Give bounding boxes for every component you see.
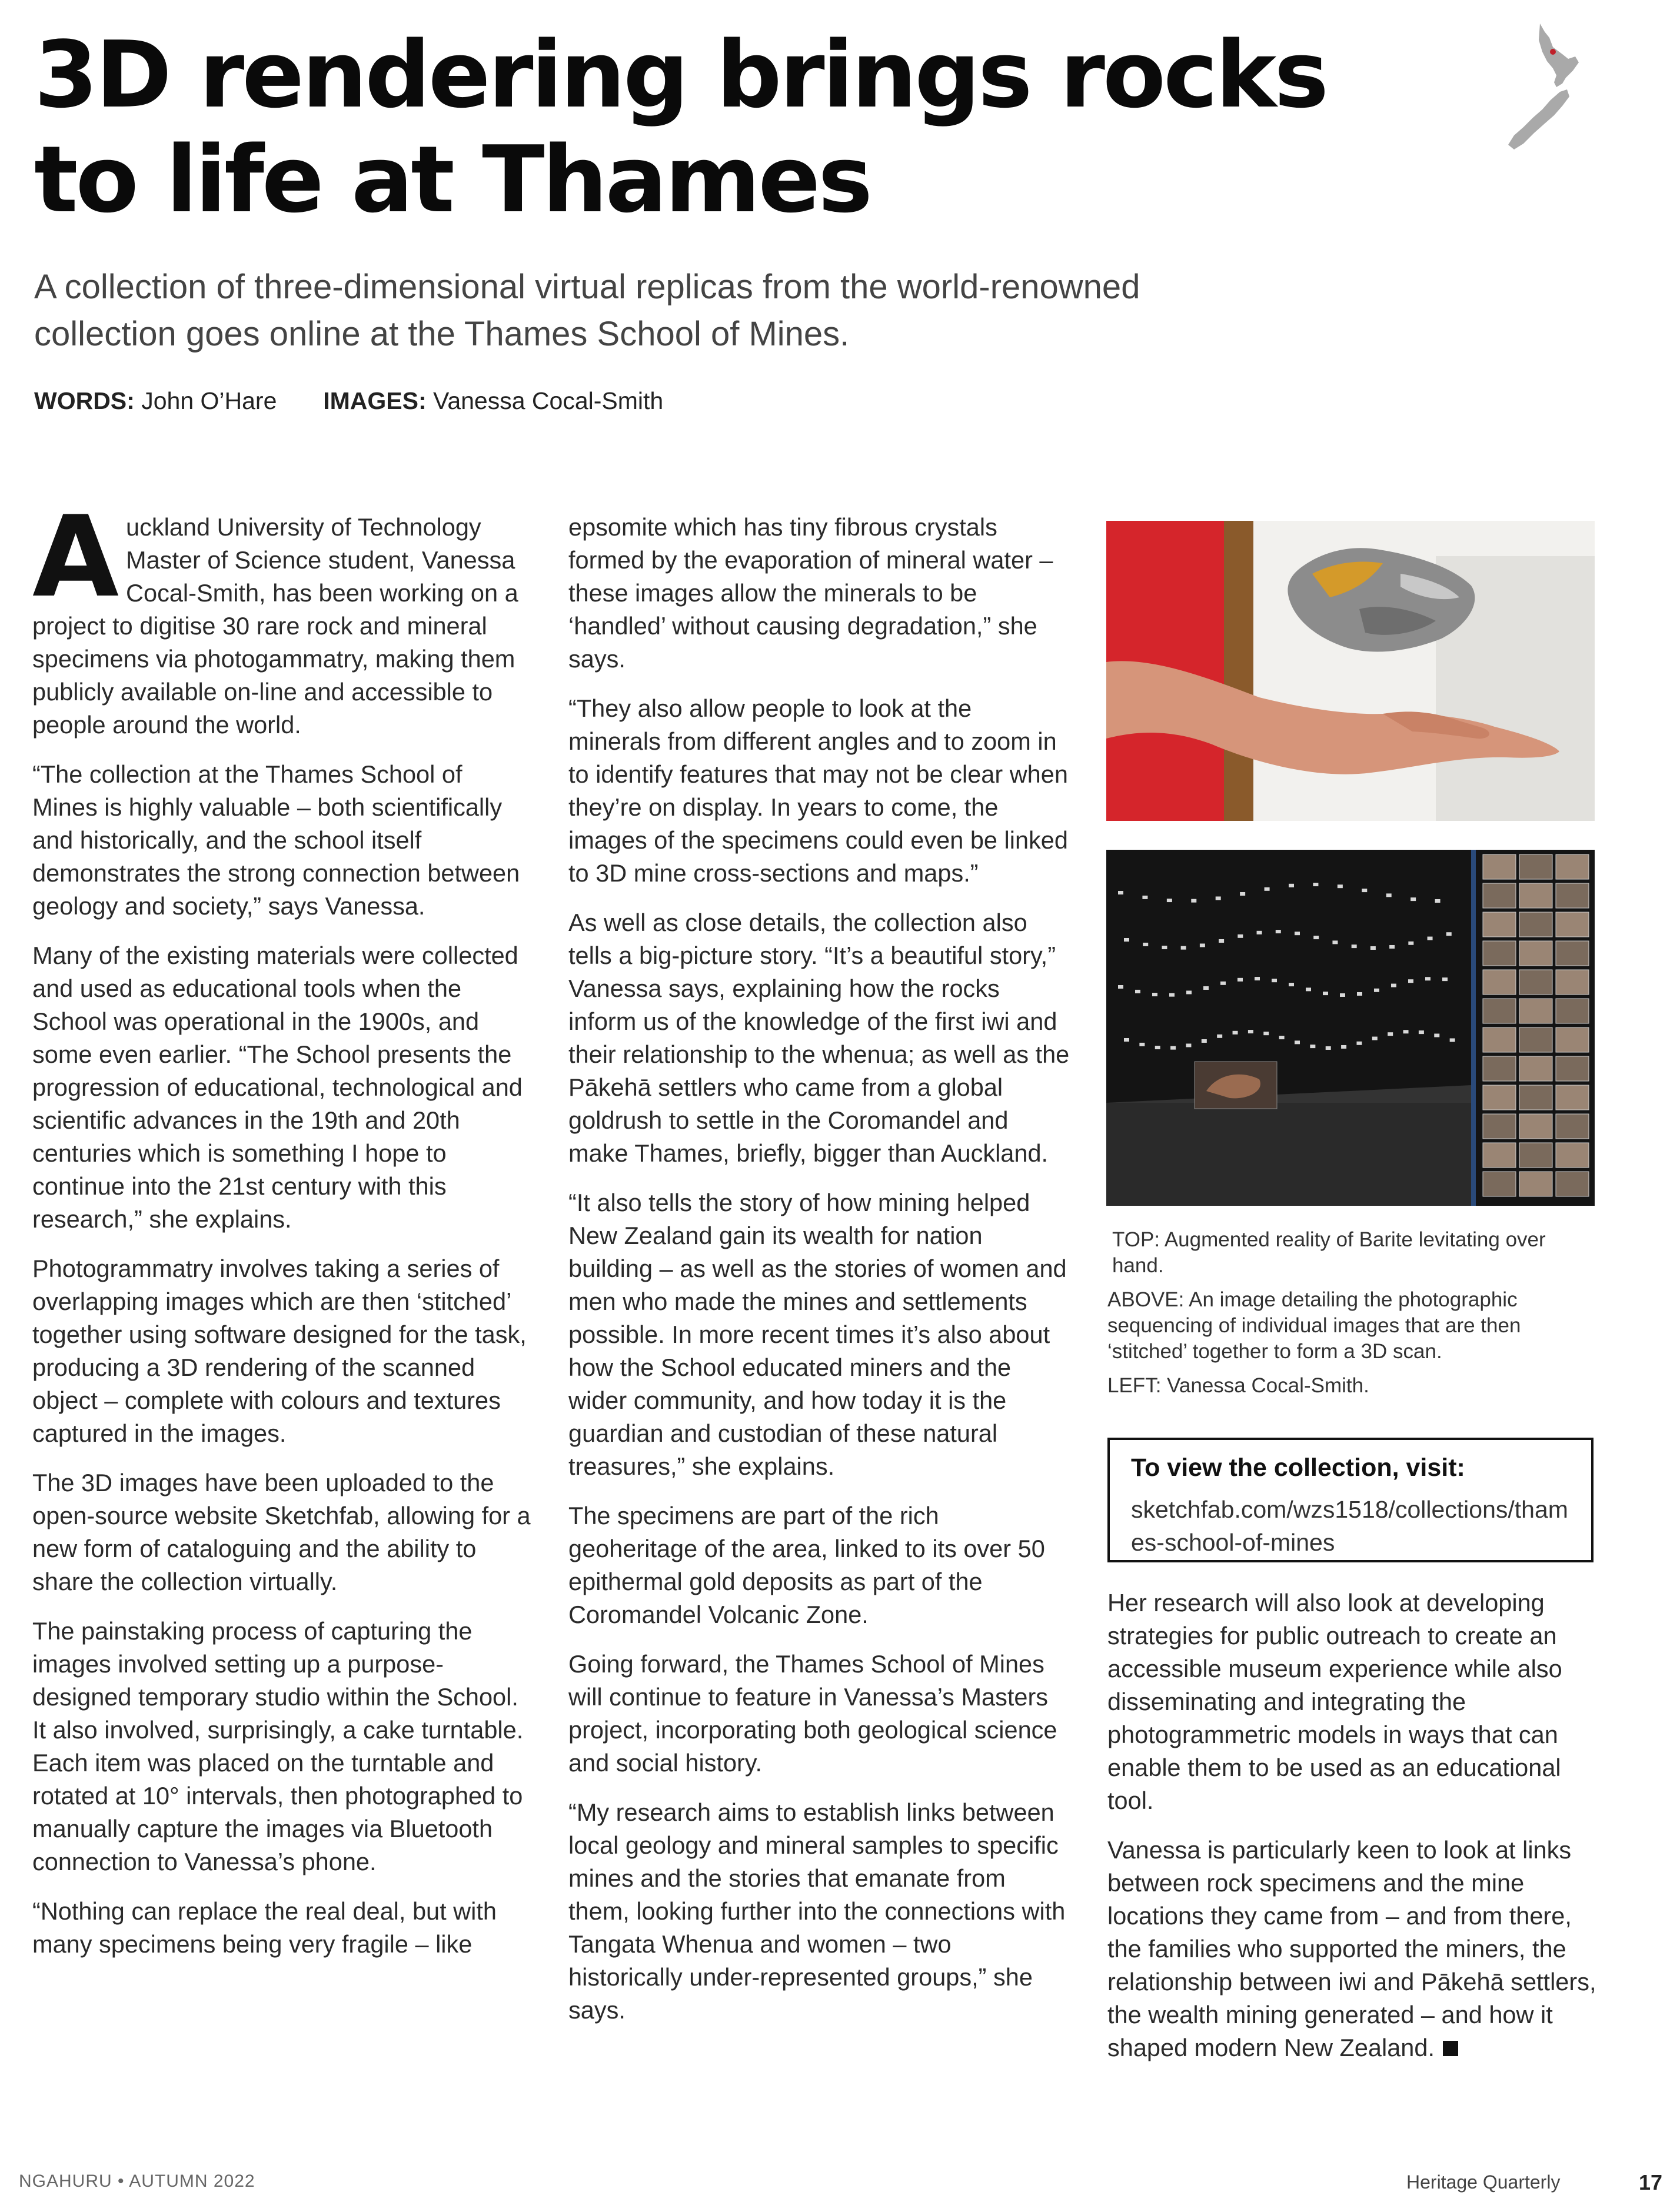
camera-marker (1408, 979, 1413, 983)
camera-marker (1362, 889, 1367, 892)
camera-marker (1118, 985, 1123, 989)
images-label: IMAGES: (323, 387, 427, 414)
camera-marker (1450, 1038, 1455, 1042)
footer-issue: NGAHURU • AUTUMN 2022 (19, 2171, 255, 2191)
byline (34, 387, 663, 415)
caption-left: LEFT: Vanessa Cocal-Smith. (1107, 1374, 1369, 1397)
camera-marker (1263, 1032, 1269, 1035)
scan-thumbnail (1519, 999, 1552, 1023)
camera-marker (1289, 983, 1294, 986)
scan-thumbnail (1483, 883, 1516, 908)
camera-marker (1332, 940, 1338, 944)
camera-marker (1306, 987, 1311, 991)
scan-thumbnail (1556, 912, 1589, 937)
camera-marker (1135, 990, 1140, 993)
scan-thumbnail (1556, 1027, 1589, 1052)
body-paragraph: Vanessa is particularly keen to look at links between rock specimens and the mine locations they came from – and from there, the families who supported the miners, the relationship between iwi and Pākehā settlers, the wealth mining generated – and how it shaped modern New Zealand. (1107, 1836, 1596, 2061)
body-paragraph: As well as close details, the collection also tells a big-picture story. “It’s a beautiful story,” Vanessa says, explaining how the rocks inform us of the knowledge of the first iwi and their relationship to the whenua; as well as the Pākehā settlers who came from a global goldrush to settle in the Coromandel and make Thames, briefly, bigger than Auckland. (568, 909, 1070, 1167)
body-paragraph: The painstaking process of capturing the images involved setting up a purpose-designed temporary studio within the School. It also involved, surprisingly, a cake turntable. Each item was placed on the turntable and rotated at 10° intervals, then photographed to manually capture the images via Bluetooth connection to Vanessa’s phone. (32, 1617, 524, 1875)
words-label: WORDS: (34, 387, 135, 414)
camera-marker (1356, 1042, 1362, 1045)
camera-marker (1289, 884, 1294, 887)
camera-marker (1170, 1046, 1176, 1050)
camera-marker (1357, 992, 1362, 996)
scan-thumbnail (1556, 941, 1589, 966)
drop-cap: A (32, 492, 119, 622)
scan-thumbnail (1483, 1114, 1516, 1139)
camera-marker (1323, 992, 1328, 995)
camera-marker (1217, 1035, 1222, 1038)
camera-marker (1410, 897, 1416, 901)
camera-marker (1167, 899, 1172, 902)
scan-thumbnail (1483, 999, 1516, 1023)
camera-marker (1248, 1030, 1253, 1033)
camera-marker (1276, 930, 1281, 933)
body-paragraph: The specimens are part of the rich geoheritage of the area, linked to its over 50 epithermal gold deposits as part of the Coromandel Volcanic Zone. (568, 1502, 1045, 1628)
camera-marker (1191, 899, 1196, 903)
camera-marker (1142, 896, 1147, 899)
camera-marker (1216, 896, 1221, 900)
camera-marker (1340, 993, 1345, 997)
scan-thumbnail (1483, 854, 1516, 879)
camera-marker (1374, 989, 1379, 992)
new-zealand-map-icon (1503, 24, 1621, 159)
camera-marker (1313, 883, 1318, 886)
camera-marker (1419, 1030, 1424, 1034)
photo-photogrammetry-sequence (1106, 850, 1595, 1206)
camera-marker (1265, 887, 1270, 891)
collection-link[interactable]: sketchfab.com/wzs1518/collections/thames-school-of-mines (1131, 1496, 1568, 1556)
scan-thumbnail (1483, 1143, 1516, 1168)
scan-thumbnail (1519, 1143, 1552, 1168)
camera-marker (1372, 1037, 1378, 1040)
camera-marker (1181, 946, 1186, 950)
scan-thumbnail (1519, 1085, 1552, 1110)
camera-marker (1240, 892, 1245, 896)
scan-thumbnail (1519, 1027, 1552, 1052)
body-paragraph: Going forward, the Thames School of Mines will continue to feature in Vanessa’s Masters project, incorporating both geological science and social history. (568, 1650, 1057, 1777)
body-paragraph: “My research aims to establish links between local geology and mineral samples to specific mines and the stories that emanate from them, looking further into the connections with Tangata Whenua and women – two historically under-represented groups,” she says. (568, 1798, 1066, 2024)
camera-marker (1338, 884, 1343, 888)
camera-marker (1118, 891, 1123, 894)
scan-thumbnail (1556, 1056, 1589, 1081)
headline (34, 22, 1376, 232)
photo-barite-levitating (1106, 521, 1595, 821)
camera-marker (1352, 944, 1357, 948)
body-paragraph: Many of the existing materials were collected and used as educational tools when the School was operational in the 1900s, and some even earlier. “The School presents the progression of educational, technological and scientific advances in the 19th and 20th centuries which is something I hope to continue into the 21st century with this research,” she explains. (32, 942, 523, 1233)
scan-thumbnail (1556, 854, 1589, 879)
camera-marker (1313, 936, 1319, 939)
scan-thumbnail (1556, 883, 1589, 908)
standfirst: A collection of three-dimensional virtual replicas from the world-renowned collection goes online at the Thames School of Mines. (34, 268, 1140, 353)
body-column-1 (32, 492, 534, 1977)
caption-top: TOP: Augmented reality of Barite levitating over hand. (1112, 1228, 1546, 1277)
body-paragraph: The 3D images have been uploaded to the open-source website Sketchfab, allowing for a new form of cataloguing and the ability to share the collection virtually. (32, 1469, 531, 1595)
footer-magazine: Heritage Quarterly (1406, 2171, 1561, 2193)
camera-marker (1200, 943, 1205, 947)
camera-marker (1152, 993, 1157, 996)
camera-marker (1442, 977, 1448, 981)
scan-thumbnail (1556, 1143, 1589, 1168)
camera-marker (1403, 1030, 1409, 1033)
scan-thumbnail (1556, 1085, 1589, 1110)
camera-marker (1370, 946, 1376, 950)
scan-thumbnail (1483, 912, 1516, 937)
caption-above: ABOVE: An image detailing the photographic sequencing of individual images that are then ‘stitched’ together to form a 3D scan. (1107, 1288, 1521, 1363)
camera-marker (1143, 943, 1148, 946)
scan-thumbnail (1483, 941, 1516, 966)
camera-marker (1341, 1045, 1346, 1049)
headline-line-2: to life at Thames (34, 126, 871, 233)
camera-marker (1272, 979, 1277, 982)
camera-marker (1124, 1038, 1129, 1042)
scan-thumbnail (1519, 1056, 1552, 1081)
camera-marker (1446, 932, 1452, 936)
body-paragraph: “The collection at the Thames School of Mines is highly valuable – both scientifically and historically, and the school itself demonstrates the strong connection between geology and society,” says Vanessa. (32, 760, 520, 920)
body-column-2 (568, 511, 1070, 2043)
camera-marker (1425, 977, 1431, 980)
camera-marker (1408, 942, 1413, 945)
body-paragraph: “They also allow people to look at the minerals from different angles and to zoom in to identify features that may not be clear when they’re on display. In years to come, the images of the specimens could even be linked to 3D mine cross-sections and maps.” (568, 694, 1068, 887)
scan-thumbnail (1519, 912, 1552, 937)
camera-marker (1233, 1031, 1238, 1035)
camera-marker (1310, 1045, 1315, 1048)
camera-marker (1295, 1040, 1300, 1044)
scan-thumbnail (1483, 1056, 1516, 1081)
body-paragraph: Auckland University of Technology Master of Science student, Vanessa Cocal-Smith, has been working on a project to digitise 30 rare rock and mineral specimens via photogammatry, making them publicly available on-line and accessible to people around the world. (32, 492, 518, 739)
camera-marker (1435, 899, 1441, 903)
body-paragraph: epsomite which has tiny fibrous crystals formed by the evaporation of mineral water – these images allow the minerals to be ‘handled’ without causing degradation,” she says. (568, 513, 1053, 673)
camera-marker (1391, 984, 1396, 987)
body-paragraph: Her research will also look at developing strategies for public outreach to create an accessible museum experience while also disseminating and integrating the photogrammetric models in ways that can enable them to be used as an educational tool. (1107, 1589, 1562, 1814)
words-author: John O’Hare (141, 387, 277, 414)
camera-marker (1220, 982, 1226, 985)
camera-marker (1428, 937, 1433, 940)
camera-marker (1139, 1043, 1145, 1046)
body-paragraph: “It also tells the story of how mining helped New Zealand gain its wealth for nation building – as well as the stories of women and men who made the mines and settlements possible. In more recent times it’s also about how the School educated miners and the wider community, and how today it is the guardian and custodian of these natural treasures,” she explains. (568, 1189, 1067, 1480)
camera-marker (1279, 1036, 1285, 1039)
camera-marker (1203, 986, 1209, 990)
camera-marker (1186, 990, 1192, 994)
page-number: 17 (1639, 2170, 1663, 2194)
body-paragraph: “Nothing can replace the real deal, but with many specimens being very fragile – like (32, 1897, 497, 1958)
scan-thumbnail (1519, 941, 1552, 966)
end-mark-icon (1443, 2041, 1458, 2056)
visit-collection-box (1107, 1438, 1593, 1562)
scan-thumbnail (1483, 1027, 1516, 1052)
body-paragraph: Photogrammatry involves taking a series of overlapping images which are then ‘stitched’ together using software designed for the task, producing a 3D rendering of the scanned object – complete with colours and textures captured in the images. (32, 1255, 527, 1447)
scan-thumbnail (1483, 1085, 1516, 1110)
camera-marker (1255, 977, 1260, 980)
scan-thumbnail (1519, 854, 1552, 879)
visit-heading: To view the collection, visit: (1131, 1454, 1465, 1482)
camera-marker (1186, 1043, 1191, 1047)
camera-marker (1219, 939, 1224, 943)
camera-marker (1155, 1046, 1160, 1049)
photo-captions (1107, 1227, 1596, 1407)
headline-line-1: 3D rendering brings rocks (34, 21, 1327, 128)
camera-marker (1202, 1039, 1207, 1043)
camera-marker (1257, 931, 1262, 934)
camera-marker (1237, 934, 1243, 938)
scan-thumbnail (1483, 970, 1516, 995)
camera-marker (1124, 938, 1129, 942)
images-author: Vanessa Cocal-Smith (433, 387, 664, 414)
camera-marker (1386, 893, 1392, 897)
scan-thumbnail (1519, 1114, 1552, 1139)
camera-marker (1389, 945, 1395, 949)
scan-thumbnail (1556, 1172, 1589, 1196)
camera-marker (1434, 1033, 1439, 1037)
body-column-3 (1107, 1587, 1609, 2081)
camera-marker (1388, 1032, 1393, 1036)
scan-thumbnail (1556, 999, 1589, 1023)
camera-marker (1295, 932, 1300, 935)
camera-marker (1326, 1046, 1331, 1050)
camera-marker (1237, 978, 1243, 982)
camera-marker (1162, 946, 1167, 949)
camera-marker (1169, 993, 1175, 997)
scan-thumbnail (1556, 970, 1589, 995)
scan-thumbnail (1556, 1114, 1589, 1139)
scan-thumbnail (1519, 970, 1552, 995)
scan-thumbnail (1519, 1172, 1552, 1196)
scan-thumbnail (1483, 1172, 1516, 1196)
scan-thumbnail (1519, 883, 1552, 908)
